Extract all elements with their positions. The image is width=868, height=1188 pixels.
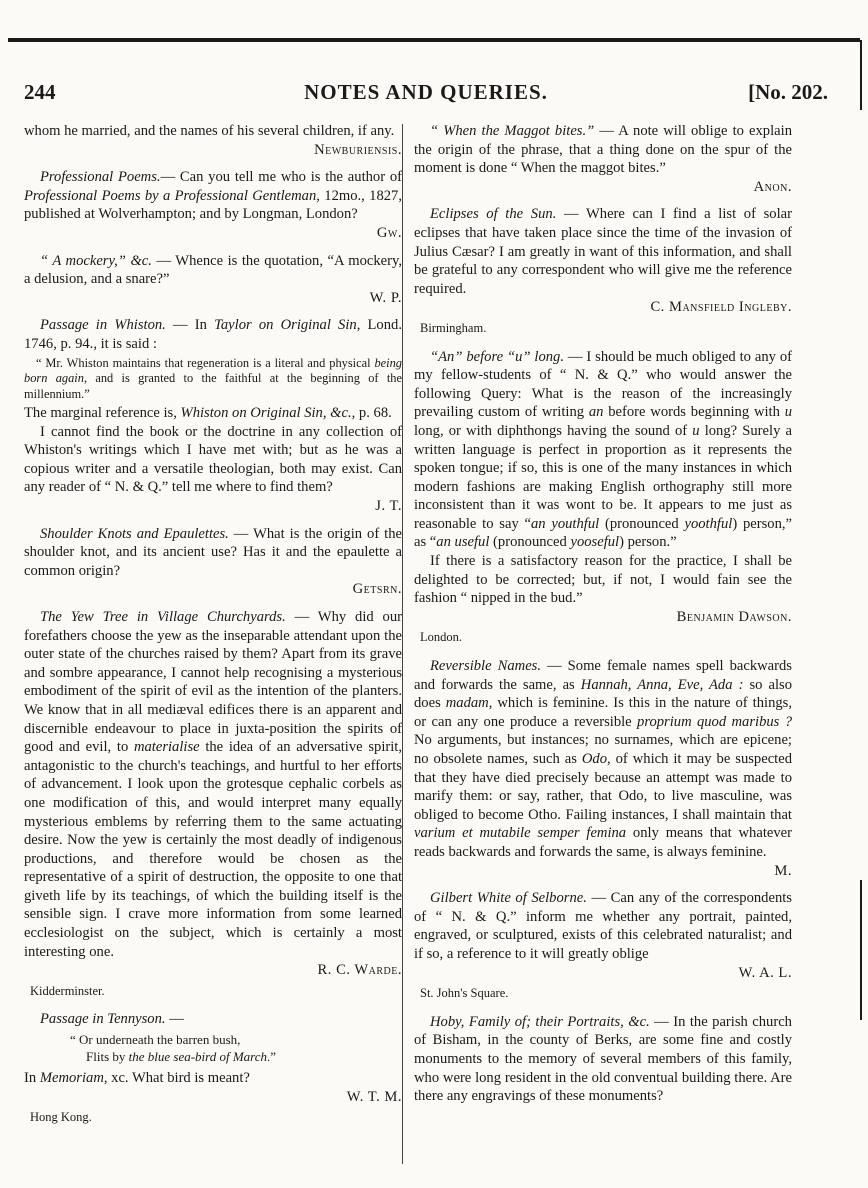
- entry-text: long? Surely a written language is perfect in proportion as it represents the spoken tongue; if so, this is one of the many instances in which modern fashions are making English orthography still more inconsistent than it was wont to be. It appears to me just as reasonable to say “: [414, 422, 792, 532]
- entry-text: — In: [165, 317, 215, 334]
- entry-emphasis: yooseful: [570, 534, 620, 551]
- entry-text: , xc. What bird is meant?: [103, 1070, 250, 1087]
- entry-yew-tree: [24, 608, 402, 1000]
- left-column: [24, 122, 402, 1137]
- entry-an-before-u: [414, 348, 792, 648]
- entry-text: — A note will oblige to explain the origin of the phrase, that a thing done on the spur of the moment is done “ When the maggot bites.”: [414, 123, 792, 177]
- entry-text: — What is the origin of the shoulder knot, and its ancient use? Has it and the epaulette a common origin?: [24, 525, 402, 579]
- entry-emphasis: u: [692, 422, 700, 439]
- block-quote: [24, 356, 402, 403]
- entry-emphasis: materialise: [133, 739, 200, 756]
- entry-emphasis: madam: [445, 695, 489, 712]
- place-line: St. John's Square.: [420, 986, 509, 1001]
- entry-heading: “ When the Maggot bites.”: [430, 123, 595, 139]
- entry-passage-in-whiston: [24, 316, 402, 515]
- entry-text: long, or with diphthongs having the sound of: [414, 422, 693, 439]
- entry-emphasis: an useful: [436, 534, 490, 551]
- entry-text: ) person,” as “: [414, 515, 792, 551]
- top-rule: [8, 38, 860, 42]
- edge-mark-bottom: [860, 880, 862, 1020]
- book-title: Whiston on Original Sin, &c.: [180, 405, 352, 422]
- entry-heading: Professional Poems.: [40, 169, 161, 186]
- place-line: London.: [420, 630, 463, 645]
- entry-heading: “An” before “u” long.: [430, 348, 564, 365]
- entry-reversible-names: [414, 657, 792, 880]
- running-header: [24, 80, 828, 112]
- entry-emphasis: Hannah, Anna, Eve, Ada :: [580, 676, 744, 693]
- entry-heading: Gilbert White of Selborne.: [430, 890, 587, 907]
- signature: J. T.: [375, 498, 402, 514]
- signature: C. Mansfield Ingleby.: [650, 299, 792, 316]
- entry-text: only means that whatever reads backwards and forwards the same, is always feminine.: [414, 825, 792, 860]
- entry-text: the idea of an adversative spirit, antagonistic to the church's teachings, and hurtful to her efforts of advancement. I look upon the grotesque cephalic corbels as one modification of this, and would interpret many equally mysterious emblems by referring them to the same actuating desire. Now the yew is certainly the most deadly of indigenous productions, and therefore would be chosen as the representative of a spirit of destruction, the opposite to one that giveth life by its teachings, of which the building itself is the sensible sign. I crave more information from some learned ecclesiologist on the subject, which is certainly a most interesting one.: [24, 739, 402, 960]
- entry-text: — Some female names spell backwards and forwards the same, as: [414, 658, 792, 693]
- entry-text: — Can any of the correspondents of “ N. & Q.” inform me whether any portrait, painted, engraved, or sculptured, exists of this celebrated naturalist; and if so, a reference to it will greatly oblige: [414, 890, 792, 962]
- entry-text: I cannot find the book or the doctrine in any collection of Whiston's writings which I have met with; but as he was a copious writer and a versatile theologian, both may exist. Can any reader of “ N. & Q.” tell me where to find them?: [24, 423, 402, 496]
- entry-text: whom he married, and the names of his several children, if any.: [24, 123, 395, 139]
- entry-text: (pronounced: [489, 534, 571, 551]
- entry-text: , p. 68.: [351, 405, 392, 422]
- quote-text: “ Mr. Whiston maintains that regeneration is a literal and physical: [36, 355, 375, 370]
- signature: Newburiensis.: [314, 141, 402, 158]
- entry-text: — Where can I find a list of solar eclipses that have taken place since the time of the invasion of Julius Cæsar? I am greatly in want of this information, and shall be grateful to any correspondent who will give me the reference required.: [414, 206, 792, 297]
- entry-hoby-family: [414, 1013, 792, 1106]
- column-divider: [402, 124, 403, 1164]
- signature: W. A. L.: [738, 964, 792, 981]
- verse-text: .”: [267, 1049, 277, 1065]
- entry-a-mockery: [24, 252, 402, 308]
- entry-continuation: [24, 122, 402, 159]
- signature: W. T. M.: [346, 1088, 402, 1105]
- signature: Gw.: [376, 224, 402, 241]
- entry-text: , which is feminine. Is this in the nature of things, or can any one produce a reversible: [414, 695, 792, 730]
- entry-text: If there is a satisfactory reason for the practice, I shall be delighted to be corrected; but, if not, I would fain see the fashion “ nipped in the bud.”: [414, 553, 792, 607]
- book-title: Professional Poems by a Professional Gentleman: [24, 187, 317, 204]
- entry-heading: Reversible Names.: [430, 658, 541, 675]
- entry-shoulder-knots: [24, 525, 402, 599]
- quote-emphasis: being born again: [24, 355, 402, 386]
- entry-maggot-bites: [414, 122, 792, 196]
- entry-heading: “ A mockery,” &c.: [40, 252, 152, 269]
- verse-emphasis: the blue sea-bird of March: [128, 1049, 268, 1065]
- place-line: Kidderminster.: [30, 983, 105, 998]
- entry-emphasis: yoothful: [684, 515, 733, 532]
- entry-text: The marginal reference is,: [24, 405, 181, 422]
- entry-emphasis: an youthful: [530, 515, 600, 532]
- signature: Benjamin Dawson.: [676, 608, 792, 625]
- entry-eclipses: [414, 205, 792, 337]
- entry-text: No arguments, but instances; no surnames, which are epicene; no obsolete names, such as: [414, 732, 792, 767]
- place-line: Hong Kong.: [30, 1110, 92, 1125]
- edge-mark-top: [860, 40, 862, 110]
- signature: R. C. Warde.: [317, 962, 402, 979]
- book-title: Memoriam: [39, 1070, 104, 1087]
- entry-text: —: [165, 1011, 184, 1028]
- entry-heading: Hoby, Family of; their Portraits, &c.: [430, 1013, 650, 1030]
- entry-heading: Passage in Whiston.: [40, 317, 166, 334]
- place-line: Birmingham.: [420, 320, 487, 335]
- signature: Anon.: [753, 178, 792, 195]
- entry-text: ) person.”: [619, 534, 677, 551]
- verse-text: Flits by: [86, 1049, 129, 1065]
- entry-text: — Whence is the quotation, “A mockery, a delusion, and a snare?”: [24, 252, 402, 288]
- verse-line: “ Or underneath the barren bush,: [70, 1032, 241, 1048]
- entry-emphasis: u: [784, 404, 792, 421]
- book-title: Taylor on Original Sin: [214, 317, 357, 334]
- entry-heading: Passage in Tennyson.: [40, 1011, 166, 1028]
- entry-text: — Why did our forefathers choose the yew as the inseparable attendant upon the outer state of the churches raised by them? Apart from its grave and sombre appearance, I cannot help recognising a mysterious embodiment of the spirit of evil as the intention of the planters. We know that in all mediæval edifices there is an apparent and discernible endeavour to place in juxta-position the spirits of good and evil, to: [24, 608, 402, 756]
- signature: Getsrn.: [352, 581, 402, 598]
- quote-text: , and is granted to the faithful at the beginning of the millennium.”: [24, 371, 402, 401]
- entry-emphasis: an: [588, 404, 604, 421]
- entry-text: In: [24, 1070, 40, 1087]
- signature: W. P.: [369, 289, 402, 306]
- entry-heading: The Yew Tree in Village Churchyards.: [40, 608, 286, 625]
- journal-title: NOTES AND QUERIES.: [304, 80, 548, 104]
- entry-text: — Can you tell me who is the author of: [160, 169, 402, 186]
- entry-emphasis: Odo: [581, 751, 608, 767]
- page-number: 244: [24, 80, 56, 104]
- entry-text: , Lond. 1746, p. 94., it is said :: [24, 317, 402, 352]
- entry-text: — I should be much obliged to any of my fellow-students of “ N. & Q.” who would answer the following Query: What is the reason of the increasingly prevailing custom of writing: [414, 348, 792, 421]
- entry-passage-in-tennyson: [24, 1010, 402, 1126]
- entry-emphasis: varium et mutabile semper femina: [414, 825, 627, 842]
- entry-text: (pronounced: [599, 515, 685, 532]
- entry-text: , 12mo., 1827, published at Wolverhampton; and by Longman, London?: [24, 187, 402, 223]
- signature: M.: [774, 862, 792, 879]
- verse-line: [24, 1048, 402, 1065]
- right-column: [414, 122, 792, 1115]
- entry-text: before words beginning with: [603, 404, 785, 421]
- verse-quote: [24, 1031, 402, 1065]
- entry-text: — In the parish church of Bisham, in the county of Berks, are some fine and costly monuments to the memory of several members of this family, who were long resident in the old conventual building there. Are there any engravings of these monuments?: [414, 1013, 792, 1105]
- entry-text: , of which it may be suspected that they have died precisely because an attempt was made to marify them: or say, rather, that Odo, to live masculine, was obliged to become Otho. Failing instances, I shall maintain that: [414, 751, 792, 823]
- entry-gilbert-white: [414, 889, 792, 1003]
- entry-text: so also does: [414, 676, 793, 712]
- issue-number: [No. 202.: [748, 80, 828, 104]
- entry-emphasis: proprium quod maribus ?: [637, 713, 792, 730]
- entry-heading: Shoulder Knots and Epaulettes.: [40, 525, 229, 542]
- entry-professional-poems: [24, 168, 402, 242]
- entry-heading: Eclipses of the Sun.: [430, 206, 557, 223]
